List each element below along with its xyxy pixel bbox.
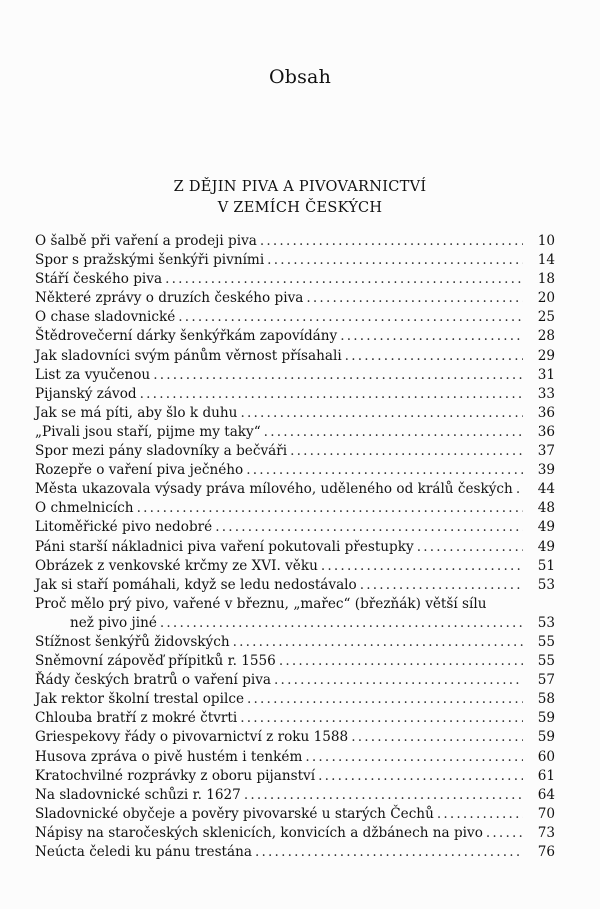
toc-entry-page: 55 (537, 633, 555, 650)
toc-entry-page: 37 (537, 443, 555, 460)
toc-entry-title: Spor s pražskými šenkýři pivními (35, 252, 265, 269)
dot-leader (340, 327, 523, 346)
dot-leader (215, 518, 523, 537)
toc-entry-title: Obrázek z venkovské krčmy ze XVI. věku (35, 557, 318, 574)
toc-entry-page: 58 (537, 691, 555, 708)
toc-entry-page: 44 (537, 481, 555, 498)
toc-entry (35, 327, 555, 346)
dot-leader (290, 442, 523, 461)
dot-leader (264, 423, 523, 442)
dot-leader (345, 347, 523, 366)
toc-entry (35, 423, 555, 442)
dot-leader (178, 308, 523, 327)
toc-entry (35, 461, 555, 480)
dot-leader (140, 385, 523, 404)
dot-leader (246, 461, 523, 480)
toc-entry-title: Sladovnické obyčeje a pověry pivovarské u starých Čechů (35, 805, 434, 822)
toc-entry (35, 748, 555, 767)
toc-entry-title: Litoměřické pivo nedobré (35, 519, 213, 536)
toc-entry-title: Jak se má píti, aby šlo k duhu (35, 404, 238, 421)
page-title: Obsah (268, 66, 332, 88)
toc-entry-title: Griespekovy řády o pivovarnictví z roku 1588 (35, 729, 349, 746)
toc-entry-title: Páni starší nákladnici piva vaření pokutovali přestupky (35, 538, 414, 555)
toc-entry-title: Města ukazovala výsady práva mílového, uděleného od králů českých (35, 481, 513, 498)
dot-leader (274, 671, 523, 690)
toc-entry-title: Štědrovečerní dárky šenkýřkám zapovídány (35, 328, 338, 345)
toc-entry-page: 39 (537, 462, 555, 479)
toc-entry (35, 671, 555, 690)
section-heading-line-1: Z DĚJIN PIVA A PIVOVARNICTVÍ (173, 179, 427, 195)
toc-entry (35, 366, 555, 385)
toc-entry-page: 28 (537, 328, 555, 345)
toc-entry (35, 347, 555, 366)
toc-entry-page: 59 (537, 729, 555, 746)
dot-leader (437, 805, 523, 824)
toc-entry-page: 64 (537, 786, 555, 803)
toc-entry-page: 53 (537, 614, 555, 631)
toc-entry-page: 29 (537, 347, 555, 364)
toc-entry-title: Jak rektor školní trestal opilce (35, 691, 244, 708)
toc-entry-title-continued: než pivo jiné (70, 614, 157, 631)
dot-leader (486, 824, 523, 843)
dot-leader (516, 480, 523, 499)
toc-entry-title: Jak si staří pomáhali, když se ledu nedostávalo (35, 576, 357, 593)
dot-leader (137, 499, 523, 518)
toc-entry (35, 728, 555, 747)
toc-entry-title: Chlouba bratří z mokré čtvrti (35, 710, 238, 727)
toc-entry-page: 57 (537, 672, 555, 689)
toc-entry-title: O šalbě při vaření a prodeji piva (35, 233, 257, 249)
toc-entry (35, 270, 555, 289)
toc-entry (35, 404, 555, 423)
toc-entry-page: 61 (537, 767, 555, 784)
toc-entry (35, 709, 555, 728)
toc-entry (35, 232, 555, 251)
toc-entry-page: 59 (537, 710, 555, 727)
toc-entry-title: Některé zprávy o druzích českého piva (35, 290, 304, 307)
toc-entry (35, 805, 555, 824)
dot-leader (318, 767, 523, 786)
toc-entry-title: Sněmovní zápověď přípitků r. 1556 (35, 653, 276, 670)
toc-entry-page: 49 (537, 519, 555, 536)
toc-entry-title: Na sladovnické schůzi r. 1627 (35, 786, 241, 803)
toc-entry-page: 53 (537, 576, 555, 593)
section-heading (0, 177, 600, 219)
toc-entry-title: Nápisy na staročeských sklenicích, konvicích a džbánech na pivo (35, 824, 483, 841)
toc-entry-title: List za vyučenou (35, 366, 151, 383)
toc-entry-page: 18 (537, 271, 555, 288)
dot-leader (267, 251, 523, 270)
dot-leader (165, 270, 523, 289)
toc-entry (35, 499, 555, 518)
toc-entry-page: 20 (537, 290, 555, 307)
toc-entry (35, 652, 555, 671)
toc-entry-page: 36 (537, 404, 555, 421)
toc-entry-page: 25 (537, 309, 555, 326)
toc-entry-page: 73 (537, 824, 555, 841)
toc-entry (35, 385, 555, 404)
toc-entry-title: Řády českých bratrů o vaření piva (35, 672, 272, 689)
toc-entry (35, 595, 555, 633)
dot-leader (417, 538, 523, 557)
toc-entry-page: 36 (537, 423, 555, 440)
dot-leader (240, 404, 523, 423)
toc-entry-title: Kratochvilné rozprávky z oboru pijanství (35, 767, 316, 784)
toc-entry (35, 633, 555, 652)
toc-entry (35, 480, 555, 499)
toc-entry-page: 55 (537, 653, 555, 670)
toc-entry (35, 843, 555, 862)
toc-entry-title: Proč mělo prý pivo, vařené v březnu, „mařec“ (březňák) větší sílu (35, 595, 487, 612)
toc-entry (35, 824, 555, 843)
toc-entry-title: Neúcta čeledi ku pánu trestána (35, 844, 252, 860)
toc-entry (35, 538, 555, 557)
dot-leader (240, 709, 523, 728)
toc-entry-title: Spor mezi pány sladovníky a bečváři (35, 443, 288, 460)
toc-entry-page: 10 (537, 233, 555, 249)
dot-leader (255, 843, 523, 862)
toc-entry-page: 31 (537, 366, 555, 383)
dot-leader (305, 748, 523, 767)
toc-entry-title: Rozepře o vaření piva ječného (35, 462, 244, 479)
dot-leader (260, 232, 523, 251)
toc-entry-page: 48 (537, 500, 555, 517)
toc-entry-page: 33 (537, 385, 555, 402)
toc-entry (35, 518, 555, 537)
toc-entry (35, 786, 555, 805)
dot-leader (306, 289, 523, 308)
toc-entry (35, 308, 555, 327)
toc-entry (35, 289, 555, 308)
section-heading-line-2: V ZEMÍCH ČESKÝCH (217, 200, 383, 216)
dot-leader (351, 728, 523, 747)
toc-entry-page: 49 (537, 538, 555, 555)
dot-leader (160, 614, 523, 633)
toc-entry-title: O chase sladovnické (35, 309, 176, 326)
toc-entry (35, 251, 555, 270)
dot-leader (321, 557, 523, 576)
toc-entry-title: Stížnost šenkýřů židovských (35, 633, 230, 650)
toc-entry-page: 70 (537, 805, 555, 822)
toc-entry-title: Pijanský závod (35, 385, 137, 402)
toc-entry-page: 76 (537, 844, 555, 860)
toc-entry-title: Husova zpráva o pivě hustém i tenkém (35, 748, 303, 765)
table-of-contents (35, 232, 555, 862)
dot-leader (360, 576, 523, 595)
toc-entry-page: 51 (537, 557, 555, 574)
dot-leader (233, 633, 523, 652)
dot-leader (244, 786, 523, 805)
toc-entry-page: 60 (537, 748, 555, 765)
dot-leader (247, 690, 523, 709)
toc-entry-title: Jak sladovníci svým pánům věrnost přísahali (35, 347, 342, 364)
dot-leader (279, 652, 523, 671)
toc-entry (35, 442, 555, 461)
toc-entry-title: O chmelnicích (35, 500, 134, 517)
toc-entry-page: 14 (537, 252, 555, 269)
toc-entry-title: „Pivali jsou staří, pijme my taky“ (35, 423, 261, 440)
toc-entry-title: Stáří českého piva (35, 271, 163, 288)
dot-leader (153, 366, 523, 385)
toc-entry (35, 576, 555, 595)
toc-entry (35, 557, 555, 576)
toc-entry (35, 767, 555, 786)
toc-entry (35, 690, 555, 709)
